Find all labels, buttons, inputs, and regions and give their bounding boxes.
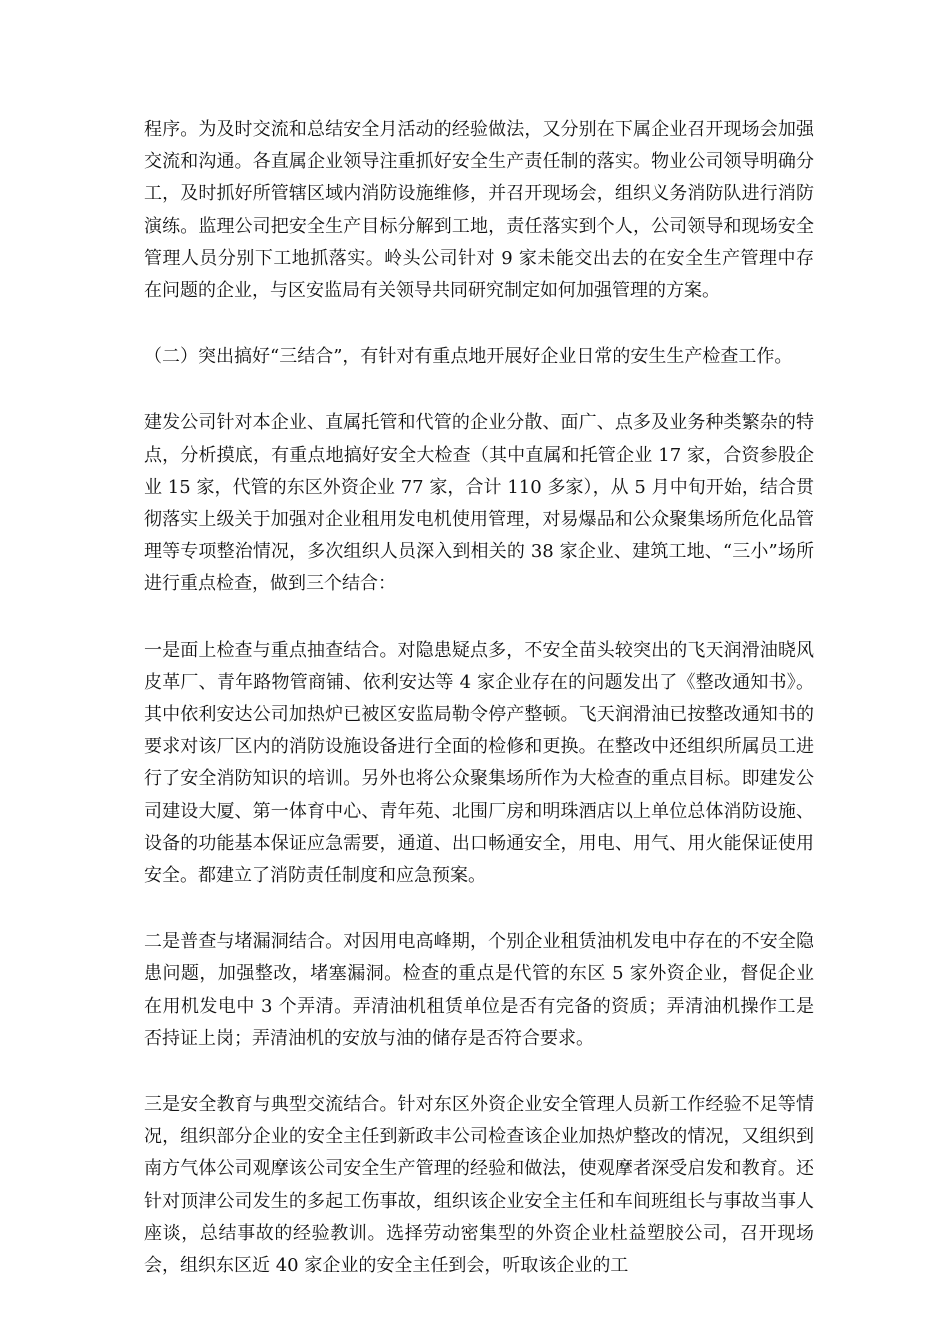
paragraph-combination-one: 一是面上检查与重点抽查结合。对隐患疑点多，不安全苗头较突出的飞天润滑油晓风皮革厂、青年路物管商铺、依利安达等 4 家企业存在的问题发出了《整改通知书》。其中依利安达公司加热炉已被区安监局勒令停产整顿。飞天润滑油已按整改通知书的要求对该厂区内的消防设施设备进行全面的检修和更换。在整改中还组织所属员工进行了安全消防知识的培训。另外也将公众聚集场所作为大检查的重点目标。即建发公司建设大厦、第一体育中心、青年苑、北围厂房和明珠酒店以上单位总体消防设施、设备的功能基本保证应急需要，通道、出口畅通安全，用电、用气、用火能保证使用安全。都建立了消防责任制度和应急预案。	[144, 639, 814, 887]
document-body	[144, 114, 814, 1316]
paragraph-section-heading: （二）突出搞好“三结合”，有针对有重点地开展好企业日常的安生生产检查工作。	[144, 346, 793, 368]
paragraph-inspection-overview: 建发公司针对本企业、直属托管和代管的企业分散、面广、点多及业务种类繁杂的特点，分析摸底，有重点地搞好安全大检查（其中直属和托管企业 17 家，合资参股企业 15 家，代管的东区外资企业 77 家，合计 110 多家），从 5 月中旬开始，结合贯彻落实上级关于加强对企业租用发电机使用管理，对易爆品和公众聚集场所危化品管理等专项整治情况，多次组织人员深入到相关的 38 家企业、建筑工地、“三小”场所进行重点检查，做到三个结合：	[144, 412, 814, 595]
paragraph-combination-two: 二是普查与堵漏洞结合。对因用电高峰期，个别企业租赁油机发电中存在的不安全隐患问题，加强整改，堵塞漏洞。检查的重点是代管的东区 5 家外资企业，督促企业在用机发电中 3 个弄清。弄清油机租赁单位是否有完备的资质；弄清油机操作工是否持证上岗；弄清油机的安放与油的储存是否符合要求。	[144, 931, 814, 1049]
paragraph-combination-three: 三是安全教育与典型交流结合。针对东区外资企业安全管理人员新工作经验不足等情况，组织部分企业的安全主任到新政丰公司检查该企业加热炉整改的情况，又组织到南方气体公司观摩该公司安全生产管理的经验和做法，使观摩者深受启发和教育。还针对顶津公司发生的多起工伤事故，组织该企业安全主任和车间班组长与事故当事人座谈，总结事故的经验教训。选择劳动密集型的外资企业杜益塑胶公司，召开现场会，组织东区近 40 家企业的安全主任到会，听取该企业的工	[144, 1094, 814, 1277]
paragraph-activity-summary: 程序。为及时交流和总结安全月活动的经验做法，又分别在下属企业召开现场会加强交流和沟通。各直属企业领导注重抓好安全生产责任制的落实。物业公司领导明确分工，及时抓好所管辖区域内消防设施维修，并召开现场会，组织义务消防队进行消防演练。监理公司把安全生产目标分解到工地，责任落实到个人，公司领导和现场安全管理人员分别下工地抓落实。岭头公司针对 9 家未能交出去的在安全生产管理中存在问题的企业，与区安监局有关领导共同研究制定如何加强管理的方案。	[144, 119, 814, 302]
